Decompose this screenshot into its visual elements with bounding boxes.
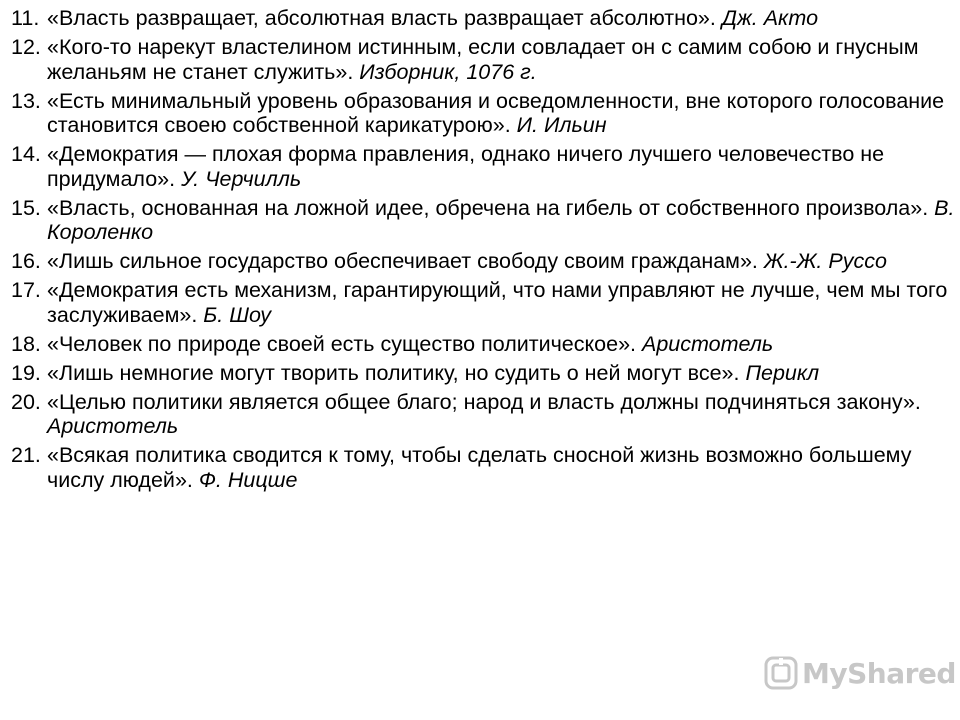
myshared-logo-icon <box>764 656 798 690</box>
quote-number: 13. <box>11 88 41 113</box>
quote-author: И. Ильин <box>516 113 607 137</box>
quote-number: 19. <box>11 360 41 385</box>
watermark-text: MyShared <box>802 656 956 690</box>
quote-item-19 <box>11 361 956 386</box>
quote-text: «Лишь сильное государство обеспечивает свободу своим гражданам». <box>47 249 764 273</box>
quote-number: 18. <box>11 331 41 356</box>
watermark <box>764 656 956 690</box>
quote-item-13 <box>11 89 956 138</box>
quote-author: У. Черчилль <box>181 166 302 191</box>
quote-number: 11. <box>11 6 40 30</box>
quote-author: Ж.-Ж. Руссо <box>763 249 887 273</box>
quote-text: «Демократия есть механизм, гарантирующий, что нами управляют не лучше, чем мы того заслуживаем». <box>47 278 948 327</box>
quote-text: «Кого-то нарекут властелином истинным, если совладает он с самим собою и гнусным желаньям не станет служить». <box>47 35 919 84</box>
quote-item-18 <box>11 332 956 357</box>
quote-text: «Демократия — плохая форма правления, однако ничего лучшего человечество не придумало». <box>47 142 885 191</box>
quote-number: 12. <box>11 35 41 59</box>
quote-text: «Есть минимальный уровень образования и осведомленности, вне которого голосование становится своею собственной карикатурою». <box>47 88 945 137</box>
quote-author: Ф. Ницше <box>198 467 298 492</box>
quote-text: «Власть, основанная на ложной идее, обречена на гибель от собственного произвола». <box>47 195 935 220</box>
quote-number: 15. <box>11 195 41 220</box>
quote-item-14 <box>11 142 956 191</box>
quote-number: 14. <box>11 142 41 166</box>
quote-text: «Лишь немногие могут творить политику, но судить о ней могут все». <box>47 360 746 385</box>
quote-number: 16. <box>11 249 41 273</box>
quote-text: «Власть развращает, абсолютная власть развращает абсолютно». <box>47 6 722 30</box>
quote-author: Дж. Акто <box>721 6 819 30</box>
quote-item-17 <box>11 278 956 327</box>
quote-text: «Целью политики является общее благо; народ и власть должны подчиняться закону». <box>47 389 921 414</box>
quote-author: Аристотель <box>47 414 179 438</box>
quote-item-20 <box>11 390 956 439</box>
quote-item-11 <box>11 6 956 31</box>
quote-item-15 <box>11 196 956 245</box>
quote-number: 20. <box>11 389 41 414</box>
quote-text: «Всякая политика сводится к тому, чтобы сделать сносной жизнь возможно большему числу людей». <box>47 443 912 492</box>
quote-item-12 <box>11 35 956 84</box>
quote-item-16 <box>11 249 956 274</box>
quote-item-21 <box>11 443 956 492</box>
quote-author: Перикл <box>745 360 820 385</box>
quote-author: Аристотель <box>641 331 774 356</box>
quote-number: 21. <box>11 443 41 467</box>
quote-text: «Человек по природе своей есть существо политическое». <box>47 331 642 356</box>
quote-author: Изборник, 1076 г. <box>359 59 537 84</box>
quote-author: В. Короленко <box>47 195 955 244</box>
quote-number: 17. <box>11 278 41 302</box>
quote-list <box>11 6 956 497</box>
quote-author: Б. Шоу <box>203 302 272 327</box>
